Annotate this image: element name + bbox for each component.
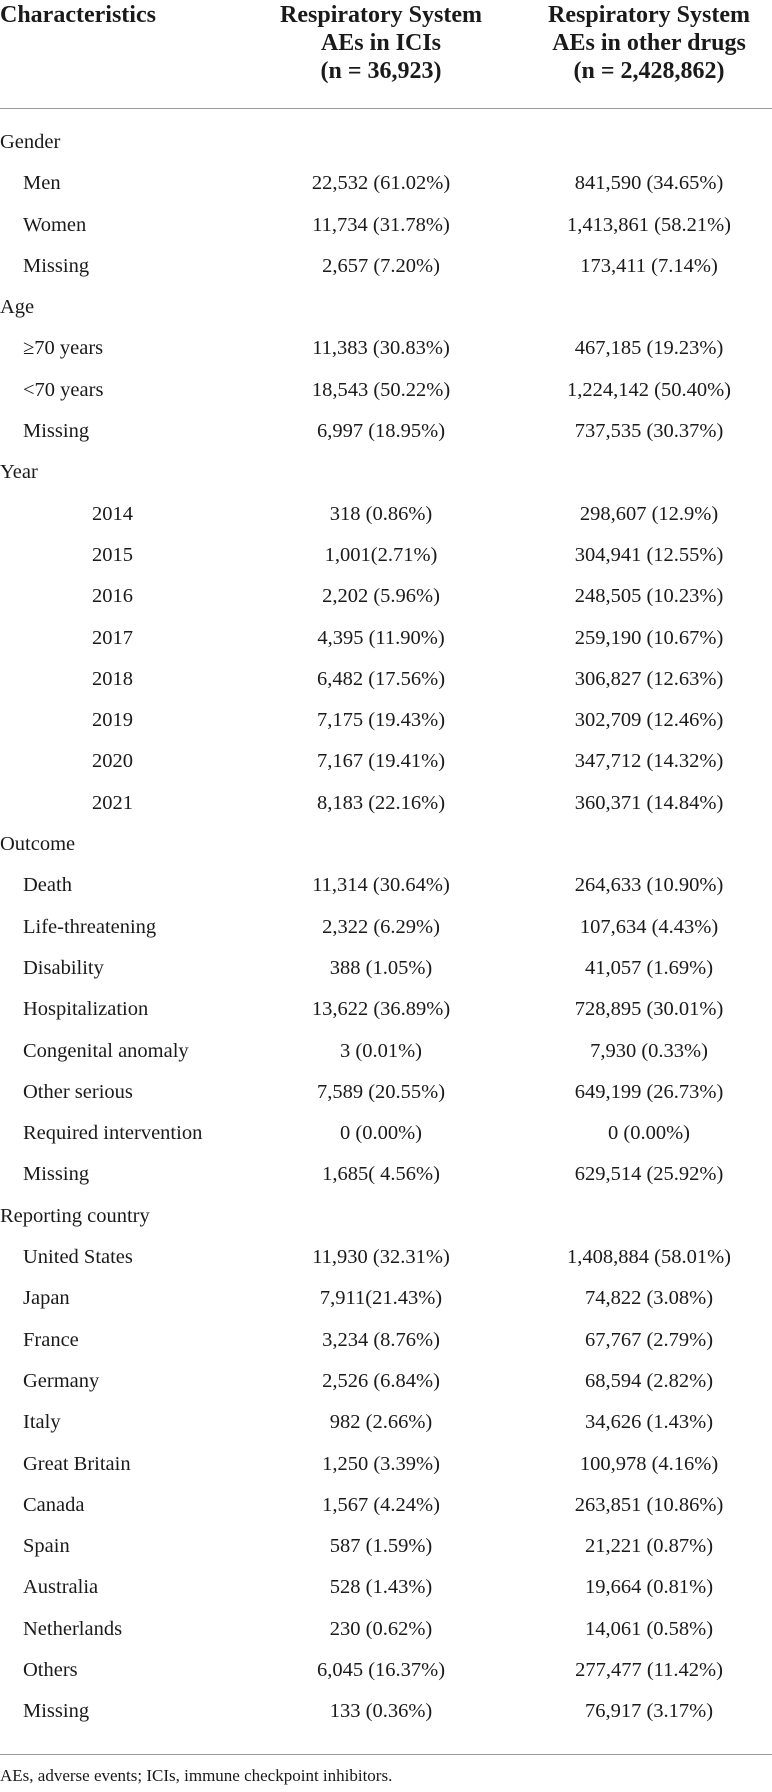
table-row bbox=[0, 163, 772, 204]
section-row bbox=[0, 122, 772, 163]
header-other-drugs-column bbox=[526, 1, 772, 85]
other-drugs-value-cell: 728,895 (30.01%) bbox=[574, 998, 724, 1021]
section-row bbox=[0, 452, 772, 493]
row-label: Life-threatening bbox=[23, 915, 157, 938]
other-drugs-value-cell: 306,827 (12.63%) bbox=[574, 667, 724, 690]
other-drugs-value-cell: 7,930 (0.33%) bbox=[590, 1039, 708, 1062]
ici-value-cell: 4,395 (11.90%) bbox=[317, 626, 445, 649]
row-label: 2018 bbox=[92, 667, 133, 690]
header-ici-line-2: AEs in ICIs bbox=[320, 30, 442, 56]
other-drugs-value-cell: 629,514 (25.92%) bbox=[574, 1163, 724, 1186]
row-label: 2017 bbox=[92, 626, 133, 649]
table-row bbox=[0, 1485, 772, 1526]
table-row bbox=[0, 1320, 772, 1361]
row-label: Great Britain bbox=[23, 1452, 131, 1475]
table-footnote: AEs, adverse events; ICIs, immune checkpoint inhibitors. bbox=[0, 1766, 393, 1785]
table-row bbox=[0, 783, 772, 824]
other-drugs-value-cell: 298,607 (12.9%) bbox=[579, 502, 719, 525]
table-row bbox=[0, 494, 772, 535]
other-drugs-value-cell: 1,408,884 (58.01%) bbox=[567, 1246, 731, 1269]
other-drugs-value-cell: 264,633 (10.90%) bbox=[574, 874, 724, 897]
row-label: Disability bbox=[23, 956, 104, 979]
header-other-line-1: Respiratory System bbox=[548, 2, 750, 28]
other-drugs-value-cell: 1,413,861 (58.21%) bbox=[567, 213, 731, 236]
table-row bbox=[0, 989, 772, 1030]
table-row bbox=[0, 535, 772, 576]
ici-value-cell: 318 (0.86%) bbox=[329, 502, 433, 525]
ici-value-cell: 6,997 (18.95%) bbox=[316, 420, 446, 443]
table-row bbox=[0, 246, 772, 287]
table-body bbox=[0, 122, 772, 1733]
table-row bbox=[0, 576, 772, 617]
ici-value-cell: 7,911(21.43%) bbox=[319, 1287, 443, 1310]
ici-value-cell: 1,685( 4.56%) bbox=[322, 1163, 440, 1186]
ici-value-cell: 1,001(2.71%) bbox=[324, 543, 438, 566]
table-row bbox=[0, 618, 772, 659]
table-row bbox=[0, 1154, 772, 1195]
other-drugs-value-cell: 100,978 (4.16%) bbox=[579, 1452, 719, 1475]
ici-value-cell: 8,183 (22.16%) bbox=[316, 791, 446, 814]
row-label: United States bbox=[23, 1246, 133, 1269]
other-drugs-value-cell: 41,057 (1.69%) bbox=[584, 956, 714, 979]
row-label: 2021 bbox=[92, 791, 133, 814]
table-row bbox=[0, 1609, 772, 1650]
row-label: Missing bbox=[23, 1700, 90, 1723]
ici-value-cell: 22,532 (61.02%) bbox=[311, 172, 451, 195]
other-drugs-value-cell: 67,767 (2.79%) bbox=[584, 1328, 714, 1351]
table-row bbox=[0, 205, 772, 246]
row-label: Spain bbox=[23, 1535, 70, 1558]
row-label: 2014 bbox=[92, 502, 133, 525]
ici-value-cell: 982 (2.66%) bbox=[329, 1411, 433, 1434]
other-drugs-value-cell: 14,061 (0.58%) bbox=[584, 1617, 714, 1640]
row-label: Others bbox=[23, 1658, 78, 1681]
other-drugs-value-cell: 277,477 (11.42%) bbox=[575, 1658, 723, 1681]
other-drugs-value-cell: 19,664 (0.81%) bbox=[584, 1576, 714, 1599]
ici-value-cell: 7,175 (19.43%) bbox=[316, 709, 446, 732]
header-ici-line-3: (n = 36,923) bbox=[320, 58, 442, 84]
table-row bbox=[0, 659, 772, 700]
row-label: 2019 bbox=[92, 709, 133, 732]
table-row bbox=[0, 700, 772, 741]
row-label: Congenital anomaly bbox=[23, 1039, 189, 1062]
other-drugs-value-cell: 107,634 (4.43%) bbox=[579, 915, 719, 938]
table-row bbox=[0, 1526, 772, 1567]
table-row bbox=[0, 1444, 772, 1485]
other-drugs-value-cell: 68,594 (2.82%) bbox=[584, 1369, 714, 1392]
row-label: Missing bbox=[23, 420, 90, 443]
ici-value-cell: 3,234 (8.76%) bbox=[322, 1328, 440, 1351]
row-label: Missing bbox=[23, 1163, 90, 1186]
section-label: Year bbox=[0, 461, 38, 484]
row-label: 2016 bbox=[92, 585, 133, 608]
row-label: Australia bbox=[23, 1576, 99, 1599]
row-label: France bbox=[23, 1328, 79, 1351]
table-row bbox=[0, 1031, 772, 1072]
section-label: Reporting country bbox=[0, 1204, 150, 1227]
row-label: 2020 bbox=[92, 750, 133, 773]
table-row bbox=[0, 865, 772, 906]
ici-value-cell: 1,250 (3.39%) bbox=[322, 1452, 440, 1475]
header-other-line-2: AEs in other drugs bbox=[552, 30, 746, 56]
other-drugs-value-cell: 304,941 (12.55%) bbox=[574, 543, 724, 566]
other-drugs-value-cell: 248,505 (10.23%) bbox=[574, 585, 724, 608]
section-label: Outcome bbox=[0, 833, 76, 856]
ici-value-cell: 11,314 (30.64%) bbox=[312, 874, 450, 897]
other-drugs-value-cell: 360,371 (14.84%) bbox=[574, 791, 724, 814]
table-row bbox=[0, 411, 772, 452]
other-drugs-value-cell: 21,221 (0.87%) bbox=[584, 1535, 714, 1558]
other-drugs-value-cell: 841,590 (34.65%) bbox=[574, 172, 724, 195]
ici-value-cell: 11,734 (31.78%) bbox=[312, 213, 450, 236]
header-characteristics bbox=[0, 1, 156, 29]
other-drugs-value-cell: 649,199 (26.73%) bbox=[574, 1080, 724, 1103]
table-row bbox=[0, 1237, 772, 1278]
row-label: Other serious bbox=[23, 1080, 133, 1103]
row-label: Missing bbox=[23, 254, 90, 277]
row-label: Canada bbox=[23, 1493, 85, 1516]
row-label: Italy bbox=[23, 1411, 61, 1434]
table-row bbox=[0, 1567, 772, 1608]
other-drugs-value-cell: 467,185 (19.23%) bbox=[574, 337, 724, 360]
ici-value-cell: 587 (1.59%) bbox=[329, 1535, 433, 1558]
table-row bbox=[0, 1402, 772, 1443]
header-ici-line-1: Respiratory System bbox=[280, 2, 482, 28]
row-label: Men bbox=[23, 172, 61, 195]
ici-value-cell: 133 (0.36%) bbox=[329, 1700, 433, 1723]
other-drugs-value-cell: 74,822 (3.08%) bbox=[584, 1287, 714, 1310]
table-row bbox=[0, 1072, 772, 1113]
section-label: Age bbox=[0, 296, 35, 319]
section-label: Gender bbox=[0, 131, 61, 153]
row-label: Women bbox=[23, 213, 87, 236]
other-drugs-value-cell: 737,535 (30.37%) bbox=[574, 420, 724, 443]
other-drugs-value-cell: 302,709 (12.46%) bbox=[574, 709, 724, 732]
table-row bbox=[0, 1113, 772, 1154]
ici-value-cell: 3 (0.01%) bbox=[340, 1039, 422, 1062]
row-label: Germany bbox=[23, 1369, 100, 1392]
other-drugs-value-cell: 259,190 (10.67%) bbox=[574, 626, 724, 649]
row-label: <70 years bbox=[23, 378, 104, 401]
ici-value-cell: 2,322 (6.29%) bbox=[322, 915, 440, 938]
header-other-line-3: (n = 2,428,862) bbox=[573, 58, 725, 84]
table-row bbox=[0, 1278, 772, 1319]
ici-value-cell: 18,543 (50.22%) bbox=[311, 378, 451, 401]
other-drugs-value-cell: 34,626 (1.43%) bbox=[584, 1411, 714, 1434]
row-label: Japan bbox=[23, 1287, 70, 1310]
ici-value-cell: 11,930 (32.31%) bbox=[312, 1246, 450, 1269]
ici-value-cell: 6,045 (16.37%) bbox=[316, 1658, 446, 1681]
ici-value-cell: 2,657 (7.20%) bbox=[322, 254, 440, 277]
ici-value-cell: 2,526 (6.84%) bbox=[322, 1369, 440, 1392]
table-header bbox=[0, 0, 772, 109]
other-drugs-value-cell: 0 (0.00%) bbox=[608, 1122, 690, 1145]
row-label: ≥70 years bbox=[23, 337, 104, 360]
row-label: Death bbox=[23, 874, 72, 897]
header-ici-column bbox=[257, 1, 505, 85]
table-row bbox=[0, 1361, 772, 1402]
ici-value-cell: 1,567 (4.24%) bbox=[322, 1493, 440, 1516]
other-drugs-value-cell: 173,411 (7.14%) bbox=[580, 254, 718, 277]
ici-value-cell: 13,622 (36.89%) bbox=[311, 998, 451, 1021]
ici-value-cell: 7,589 (20.55%) bbox=[316, 1080, 446, 1103]
other-drugs-value-cell: 347,712 (14.32%) bbox=[574, 750, 724, 773]
table-row bbox=[0, 1650, 772, 1691]
ici-value-cell: 388 (1.05%) bbox=[329, 956, 433, 979]
row-label: Hospitalization bbox=[23, 998, 149, 1021]
table-row bbox=[0, 741, 772, 782]
table-row bbox=[0, 370, 772, 411]
ici-value-cell: 11,383 (30.83%) bbox=[312, 337, 450, 360]
other-drugs-value-cell: 76,917 (3.17%) bbox=[584, 1700, 714, 1723]
table-bottom-rule bbox=[0, 1754, 772, 1755]
row-label: 2015 bbox=[92, 543, 133, 566]
table-row bbox=[0, 948, 772, 989]
ici-value-cell: 528 (1.43%) bbox=[329, 1576, 433, 1599]
row-label: Required intervention bbox=[23, 1122, 203, 1145]
ici-value-cell: 0 (0.00%) bbox=[340, 1122, 422, 1145]
section-row bbox=[0, 824, 772, 865]
ici-value-cell: 230 (0.62%) bbox=[329, 1617, 433, 1640]
section-row bbox=[0, 1196, 772, 1237]
table-row bbox=[0, 1691, 772, 1732]
table-row bbox=[0, 907, 772, 948]
other-drugs-value-cell: 263,851 (10.86%) bbox=[574, 1493, 724, 1516]
other-drugs-value-cell: 1,224,142 (50.40%) bbox=[567, 378, 731, 401]
table-row bbox=[0, 328, 772, 369]
header-characteristics-label: Characteristics bbox=[0, 2, 156, 28]
ici-value-cell: 2,202 (5.96%) bbox=[322, 585, 440, 608]
row-label: Netherlands bbox=[23, 1617, 123, 1640]
ici-value-cell: 6,482 (17.56%) bbox=[316, 667, 446, 690]
ici-value-cell: 7,167 (19.41%) bbox=[316, 750, 446, 773]
section-row bbox=[0, 287, 772, 328]
